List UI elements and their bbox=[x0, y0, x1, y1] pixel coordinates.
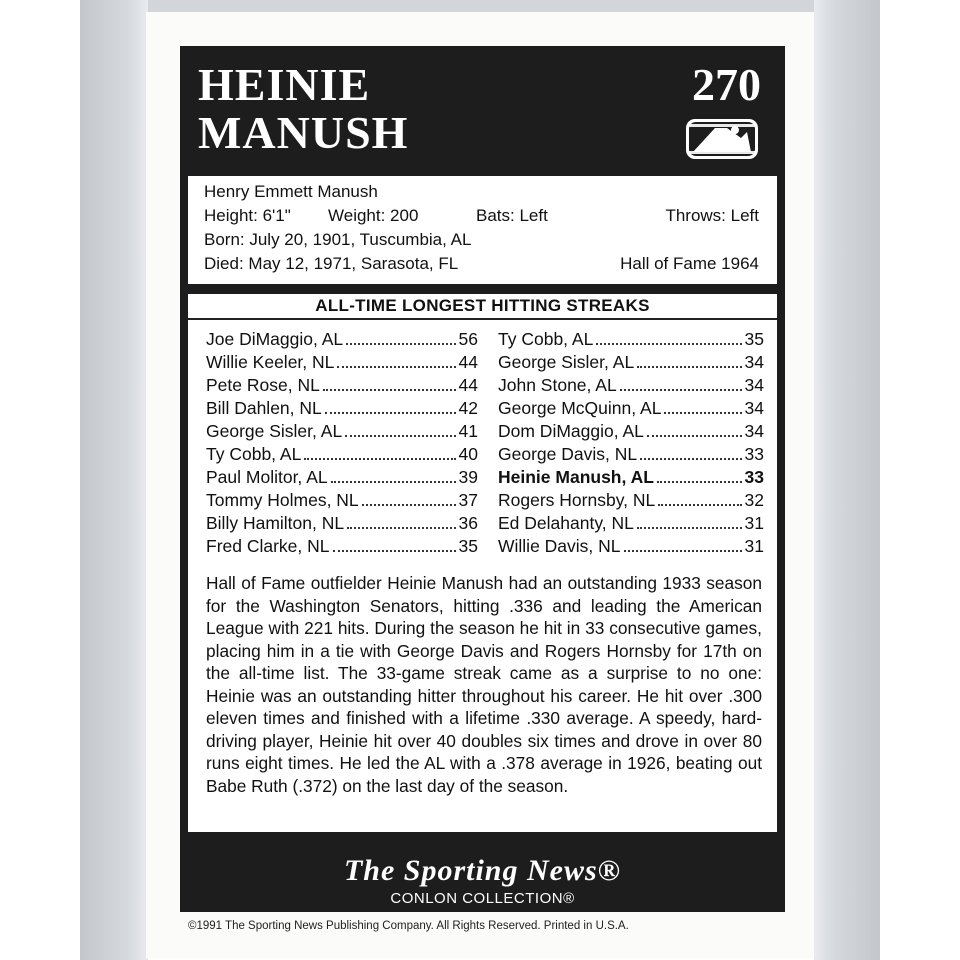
card-number: 270 bbox=[692, 59, 761, 110]
leader-dots bbox=[345, 421, 455, 437]
baseball-card-back bbox=[146, 12, 814, 958]
card-frame bbox=[180, 46, 785, 912]
streak-player: Dom DiMaggio, AL bbox=[498, 421, 644, 441]
streak-games: 34 bbox=[744, 421, 764, 441]
collection-name: CONLON COLLECTION® bbox=[390, 890, 575, 907]
leader-dots bbox=[347, 513, 455, 529]
scan-background-right bbox=[814, 0, 880, 960]
streak-player: Ty Cobb, AL bbox=[206, 444, 302, 464]
leader-dots bbox=[333, 536, 456, 552]
streak-games: 44 bbox=[458, 375, 478, 395]
leader-dots bbox=[325, 398, 456, 414]
streak-player: Fred Clarke, NL bbox=[206, 536, 330, 556]
streak-player: Willie Keeler, NL bbox=[206, 352, 335, 372]
streak-games: 41 bbox=[458, 421, 478, 441]
streak-player: George Davis, NL bbox=[498, 444, 638, 464]
streak-games: 37 bbox=[458, 490, 478, 510]
streak-entry bbox=[206, 489, 478, 512]
streak-entry bbox=[498, 535, 764, 558]
streak-player: Billy Hamilton, NL bbox=[206, 513, 345, 533]
leader-dots bbox=[637, 513, 742, 529]
streak-player: Tommy Holmes, NL bbox=[206, 490, 359, 510]
streaks-title: ALL-TIME LONGEST HITTING STREAKS bbox=[188, 294, 777, 320]
hall-of-fame: Hall of Fame 1964 bbox=[620, 254, 759, 273]
died: Died: May 12, 1971, Sarasota, FL bbox=[204, 254, 459, 273]
streak-games: 42 bbox=[458, 398, 478, 418]
mlb-logo-icon bbox=[685, 118, 759, 160]
streak-player: Bill Dahlen, NL bbox=[206, 398, 322, 418]
player-last-name: MANUSH bbox=[198, 107, 409, 158]
leader-dots bbox=[346, 329, 455, 345]
leader-dots bbox=[337, 352, 455, 368]
leader-dots bbox=[624, 536, 742, 552]
born: Born: July 20, 1901, Tuscumbia, AL bbox=[204, 230, 472, 249]
leader-dots bbox=[596, 329, 741, 345]
streak-games: 34 bbox=[744, 352, 764, 372]
leader-dots bbox=[640, 444, 741, 460]
leader-dots bbox=[664, 398, 741, 414]
brand-logo: The Sporting News® bbox=[343, 854, 622, 887]
streak-games: 31 bbox=[744, 513, 764, 533]
leader-dots bbox=[657, 467, 742, 483]
streak-player: Rogers Hornsby, NL bbox=[498, 490, 656, 510]
streak-games: 34 bbox=[744, 398, 764, 418]
leader-dots bbox=[304, 444, 455, 460]
streak-entry bbox=[206, 466, 478, 489]
streak-entry bbox=[206, 443, 478, 466]
streak-player: Pete Rose, NL bbox=[206, 375, 320, 395]
streak-games: 33 bbox=[744, 467, 764, 487]
streak-games: 33 bbox=[744, 444, 764, 464]
bats: Bats: Left bbox=[476, 206, 548, 225]
streak-entry bbox=[498, 512, 764, 535]
player-name bbox=[198, 61, 408, 157]
streak-player: John Stone, AL bbox=[498, 375, 617, 395]
streak-games: 34 bbox=[744, 375, 764, 395]
streak-entry bbox=[498, 489, 764, 512]
streak-entry bbox=[206, 512, 478, 535]
streak-player: Joe DiMaggio, AL bbox=[206, 329, 344, 349]
scan-background-left bbox=[80, 0, 148, 960]
biography-paragraph: Hall of Fame outfielder Heinie Manush had an outstanding 1933 season for the Washington Senators, hitting .336 and leading the American League with 221 hits. During the season he hit in 33 consecutive games, placing him in a tie with George Davis and Rogers Hornsby for 17th on the all-time list. The 33-game streak came as a surprise to no one: Heinie was an outstanding hitter throughout his career. He hit over .300 eleven times and finished with a lifetime .330 average. A speedy, hard-driving player, Heinie hit over 40 doubles six times and drove in over 80 runs eight times. He led the AL with a .378 average in 1926, beating out Babe Ruth (.372) on the last day of the season. bbox=[206, 573, 762, 796]
leader-dots bbox=[362, 490, 456, 506]
streak-player: George Sisler, AL bbox=[206, 421, 343, 441]
streak-entry bbox=[206, 420, 478, 443]
streak-player: Heinie Manush, AL bbox=[498, 467, 654, 487]
streak-entry bbox=[498, 351, 764, 374]
copyright-notice: ©1991 The Sporting News Publishing Company. All Rights Reserved. Printed in U.S.A. bbox=[188, 920, 629, 932]
streak-games: 35 bbox=[744, 329, 764, 349]
streak-games: 44 bbox=[458, 352, 478, 372]
player-first-name: HEINIE bbox=[198, 59, 371, 110]
streak-entry bbox=[206, 374, 478, 397]
streak-entry bbox=[206, 328, 478, 351]
streak-entry bbox=[498, 420, 764, 443]
streak-player: George Sisler, AL bbox=[498, 352, 635, 372]
weight: Weight: 200 bbox=[328, 206, 419, 225]
streak-player: Ed Delahanty, NL bbox=[498, 513, 634, 533]
height: Height: 6'1" bbox=[204, 206, 291, 225]
streak-games: 56 bbox=[458, 329, 478, 349]
leader-dots bbox=[647, 421, 742, 437]
streak-entry bbox=[206, 351, 478, 374]
streak-entry bbox=[498, 397, 764, 420]
throws: Throws: Left bbox=[665, 206, 759, 225]
streak-player: Ty Cobb, AL bbox=[498, 329, 594, 349]
streak-player: George McQuinn, AL bbox=[498, 398, 662, 418]
streak-entry bbox=[498, 443, 764, 466]
streak-games: 40 bbox=[458, 444, 478, 464]
leader-dots bbox=[331, 467, 456, 483]
streaks-right-column bbox=[498, 328, 764, 558]
streaks-left-column bbox=[206, 328, 478, 558]
streak-player: Paul Molitor, AL bbox=[206, 467, 328, 487]
streak-games: 39 bbox=[458, 467, 478, 487]
streak-entry bbox=[498, 328, 764, 351]
bio-panel bbox=[188, 176, 777, 284]
streak-games: 35 bbox=[458, 536, 478, 556]
streaks-panel bbox=[188, 294, 777, 832]
streak-games: 36 bbox=[458, 513, 478, 533]
streak-entry bbox=[206, 535, 478, 558]
full-name: Henry Emmett Manush bbox=[204, 182, 378, 201]
streak-player: Willie Davis, NL bbox=[498, 536, 621, 556]
leader-dots bbox=[323, 375, 456, 391]
streak-entry-highlighted bbox=[498, 466, 764, 489]
leader-dots bbox=[620, 375, 742, 391]
leader-dots bbox=[637, 352, 741, 368]
leader-dots bbox=[658, 490, 741, 506]
streak-entry bbox=[498, 374, 764, 397]
streak-games: 32 bbox=[744, 490, 764, 510]
streak-games: 31 bbox=[744, 536, 764, 556]
streak-entry bbox=[206, 397, 478, 420]
